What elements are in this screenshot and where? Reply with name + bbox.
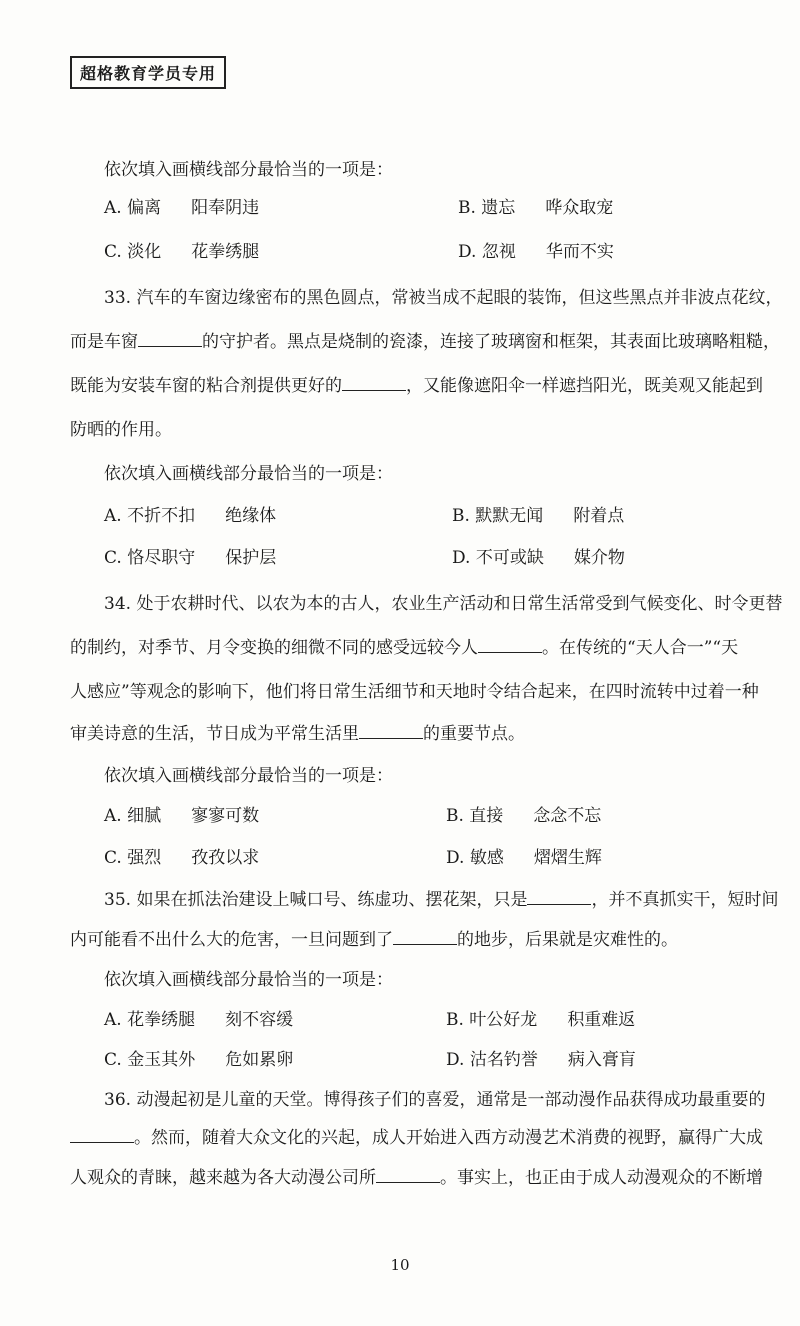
- option-word: 寥寥可数: [191, 806, 260, 826]
- q34-text-line2: [70, 636, 738, 660]
- option-letter: C. 淡化: [104, 242, 162, 262]
- q35-option-c: [104, 1048, 293, 1072]
- option-word: 附着点: [573, 506, 625, 526]
- q34-option-c: [104, 846, 259, 870]
- option-letter: D. 敏感: [446, 848, 504, 868]
- option-letter: B. 叶公好龙: [446, 1010, 538, 1030]
- q33-option-a: [104, 504, 276, 528]
- option-word: 孜孜以求: [191, 848, 260, 868]
- q33-text-line1: 33. 汽车的车窗边缘密布的黑色圆点，常被当成不起眼的装饰，但这些黑点并非波点花纹，: [104, 288, 783, 308]
- q34-prompt: 依次填入画横线部分最恰当的一项是：: [104, 766, 393, 786]
- q35-text-line2: [70, 928, 678, 952]
- option-word: 哗众取宠: [545, 198, 614, 218]
- option-word: 阳奉阴违: [191, 198, 260, 218]
- q32-prompt: 依次填入画横线部分最恰当的一项是：: [104, 160, 393, 180]
- option-letter: B. 直接: [446, 806, 504, 826]
- option-word: 刻不容缓: [225, 1010, 294, 1030]
- option-letter: B. 遗忘: [458, 198, 516, 218]
- q35-option-a: [104, 1008, 293, 1032]
- q32-option-a: [104, 196, 259, 220]
- q33-option-c: [104, 546, 276, 570]
- text-fragment: 。然而，随着大众文化的兴起，成人开始进入西方动漫艺术消费的视野，赢得广大成: [134, 1128, 763, 1148]
- text-fragment: 内可能看不出什么大的危害，一旦问题到了: [70, 930, 393, 950]
- answer-blank: [70, 1126, 134, 1143]
- page-number: 10: [390, 1256, 410, 1274]
- option-letter: C. 强烈: [104, 848, 162, 868]
- option-word: 念念不忘: [533, 806, 602, 826]
- q33-text-line2: [70, 330, 780, 354]
- option-letter: D. 忽视: [458, 242, 516, 262]
- q34-text-line3: 人感应”等观念的影响下，他们将日常生活细节和天地时令结合起来，在四时流转中过着一种: [70, 682, 759, 702]
- option-word: 媒介物: [573, 548, 625, 568]
- text-fragment: 。事实上，也正由于成人动漫观众的不断增: [440, 1168, 763, 1188]
- option-word: 病入膏肓: [567, 1050, 636, 1070]
- option-word: 花拳绣腿: [191, 242, 260, 262]
- q33-text-line4: 防晒的作用。: [70, 420, 172, 440]
- q35-option-b: [446, 1008, 635, 1032]
- option-word: 熠熠生辉: [533, 848, 602, 868]
- option-letter: B. 默默无闻: [452, 506, 544, 526]
- answer-blank: [527, 888, 591, 905]
- answer-blank: [393, 928, 457, 945]
- option-letter: D. 沽名钓誉: [446, 1050, 538, 1070]
- option-letter: A. 偏离: [104, 198, 162, 218]
- q34-option-d: [446, 846, 602, 870]
- q33-text-line3: [70, 374, 763, 398]
- text-fragment: 的重要节点。: [423, 724, 525, 744]
- q36-text-line2: [70, 1126, 763, 1150]
- q32-option-d: [458, 240, 614, 264]
- option-word: 保护层: [225, 548, 277, 568]
- q33-prompt: 依次填入画横线部分最恰当的一项是：: [104, 464, 393, 484]
- text-fragment: 审美诗意的生活，节日成为平常生活里: [70, 724, 359, 744]
- q32-option-b: [458, 196, 613, 220]
- q32-option-c: [104, 240, 259, 264]
- text-fragment: 的制约，对季节、月令变换的细微不同的感受远较今人: [70, 638, 478, 658]
- q34-text-line4: [70, 722, 525, 746]
- text-fragment: 人观众的青睐，越来越为各大动漫公司所: [70, 1168, 376, 1188]
- option-letter: A. 不折不扣: [104, 506, 196, 526]
- answer-blank: [376, 1166, 440, 1183]
- q34-option-b: [446, 804, 601, 828]
- option-letter: D. 不可或缺: [452, 548, 544, 568]
- answer-blank: [342, 374, 406, 391]
- q34-option-a: [104, 804, 259, 828]
- option-word: 绝缘体: [225, 506, 277, 526]
- answer-blank: [138, 330, 202, 347]
- answer-blank: [478, 636, 542, 653]
- text-fragment: 而是车窗: [70, 332, 138, 352]
- text-fragment: ，并不真抓实干，短时间: [591, 890, 779, 910]
- q36-text-line3: [70, 1166, 763, 1190]
- option-word: 积重难返: [567, 1010, 636, 1030]
- option-letter: A. 细腻: [104, 806, 162, 826]
- text-fragment: 既能为安装车窗的粘合剂提供更好的: [70, 376, 342, 396]
- option-letter: A. 花拳绣腿: [104, 1010, 196, 1030]
- option-word: 危如累卵: [225, 1050, 294, 1070]
- option-letter: C. 金玉其外: [104, 1050, 196, 1070]
- text-fragment: 的地步，后果就是灾难性的。: [457, 930, 678, 950]
- option-letter: C. 恪尽职守: [104, 548, 196, 568]
- text-fragment: ，又能像遮阳伞一样遮挡阳光，既美观又能起到: [406, 376, 763, 396]
- text-fragment: 35. 如果在抓法治建设上喊口号、练虚功、摆花架，只是: [104, 890, 528, 910]
- q33-option-b: [452, 504, 624, 528]
- q36-text-line1: 36. 动漫起初是儿童的天堂。博得孩子们的喜爱，通常是一部动漫作品获得成功最重要的: [104, 1090, 766, 1110]
- q35-option-d: [446, 1048, 636, 1072]
- q35-text-line1: [104, 888, 778, 912]
- q34-text-line1: 34. 处于农耕时代、以农为本的古人，农业生产活动和日常生活常受到气候变化、时令更替: [104, 594, 783, 614]
- header-label: 超格教育学员专用: [70, 56, 226, 89]
- text-fragment: 。在传统的“天人合一”“天: [542, 638, 739, 658]
- option-word: 华而不实: [545, 242, 614, 262]
- text-fragment: 的守护者。黑点是烧制的瓷漆，连接了玻璃窗和框架，其表面比玻璃略粗糙，: [202, 332, 780, 352]
- q35-prompt: 依次填入画横线部分最恰当的一项是：: [104, 970, 393, 990]
- q33-option-d: [452, 546, 625, 570]
- answer-blank: [359, 722, 423, 739]
